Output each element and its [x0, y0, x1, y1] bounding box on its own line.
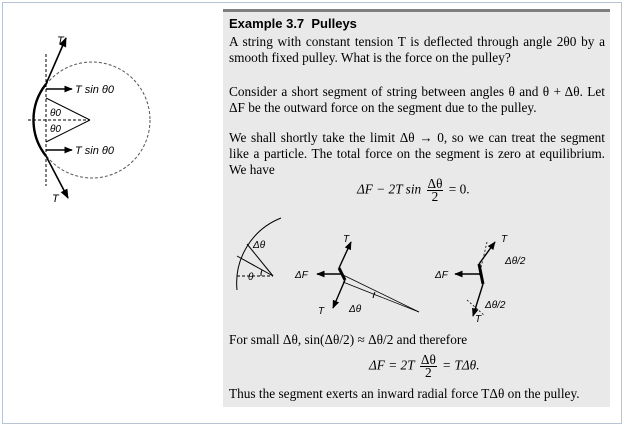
fig-c-label-half-a: Δθ/2	[505, 256, 526, 267]
fig-a-arc	[237, 218, 281, 290]
label-t-bottom: T	[52, 193, 59, 205]
label-tsin-bottom: T sin θ0	[75, 145, 114, 157]
eq1-numerator: Δθ	[427, 176, 443, 191]
fig-a-label-theta: θ	[248, 272, 254, 283]
fig-a-theta-arc	[261, 270, 262, 276]
label-theta0-a: θ0	[50, 108, 61, 119]
fig-c-label-half-b: Δθ/2	[485, 300, 506, 311]
eq1-left: ΔF − 2T sin	[357, 181, 422, 197]
fig-a-label-dtheta: Δθ	[253, 240, 266, 251]
fig-a-ray-1	[237, 256, 273, 276]
label-theta0-b: θ0	[50, 124, 61, 135]
eq2-numerator: Δθ	[420, 352, 436, 367]
eq1-denominator: 2	[431, 189, 439, 204]
label-tsin-top: T sin θ0	[75, 84, 114, 96]
example-box	[223, 9, 610, 407]
paragraph-3: We shall shortly take the limit Δθ → 0, so we can treat the segment like a particle. The total force on the segment is zero at equilibrium. We have	[229, 130, 605, 177]
eq1-right: = 0.	[448, 181, 470, 197]
segment-figures	[223, 212, 603, 322]
paragraph-5: Thus the segment exerts an inward radial force TΔθ on the pulley.	[229, 386, 580, 401]
equation-1	[357, 178, 470, 203]
fig-c-label-df: ΔF	[435, 270, 448, 281]
paragraph-1: A string with constant tension T is deflected through angle 2θ0 by a smooth fixed pulley. What is the force on the pulley?	[229, 34, 605, 65]
example-title	[229, 16, 357, 31]
eq2-right: = TΔθ.	[442, 357, 480, 373]
fig-c-label-t-top: T	[501, 234, 508, 245]
fig-b-label-df: ΔF	[295, 270, 308, 281]
fig-c-t-down	[473, 284, 483, 316]
fig-c-label-t-bottom: T	[475, 314, 482, 322]
eq1-fraction	[427, 178, 444, 203]
fig-b-label-t-bottom: T	[318, 306, 325, 317]
paragraph-2: Consider a short segment of string between angles θ and θ + Δθ. Let ΔF be the outward force on the segment due to the pulley.	[229, 84, 605, 115]
fig-c-tangent-top	[479, 242, 487, 276]
eq2-denominator: 2	[425, 365, 432, 380]
string-lower	[46, 156, 68, 198]
fig-c-t-up	[479, 242, 495, 264]
example-number: Example 3.7	[229, 16, 305, 31]
fig-b-angle-arc	[373, 292, 375, 298]
fig-b-label-t-top: T	[343, 234, 350, 245]
equation-2	[369, 354, 480, 379]
example-title-text: Pulleys	[311, 16, 357, 31]
pulley-figure	[20, 28, 220, 248]
fig-b-label-dtheta: Δθ	[349, 304, 362, 315]
paragraph-4: For small Δθ, sin(Δθ/2) ≈ Δθ/2 and therefore	[229, 332, 468, 347]
fig-b-t-down	[333, 280, 345, 308]
eq2-left: ΔF = 2T	[369, 357, 415, 373]
label-t-top: T	[57, 35, 64, 47]
fig-b-t-up	[339, 242, 351, 268]
pulley-circle	[34, 62, 150, 178]
eq2-fraction	[420, 354, 437, 379]
